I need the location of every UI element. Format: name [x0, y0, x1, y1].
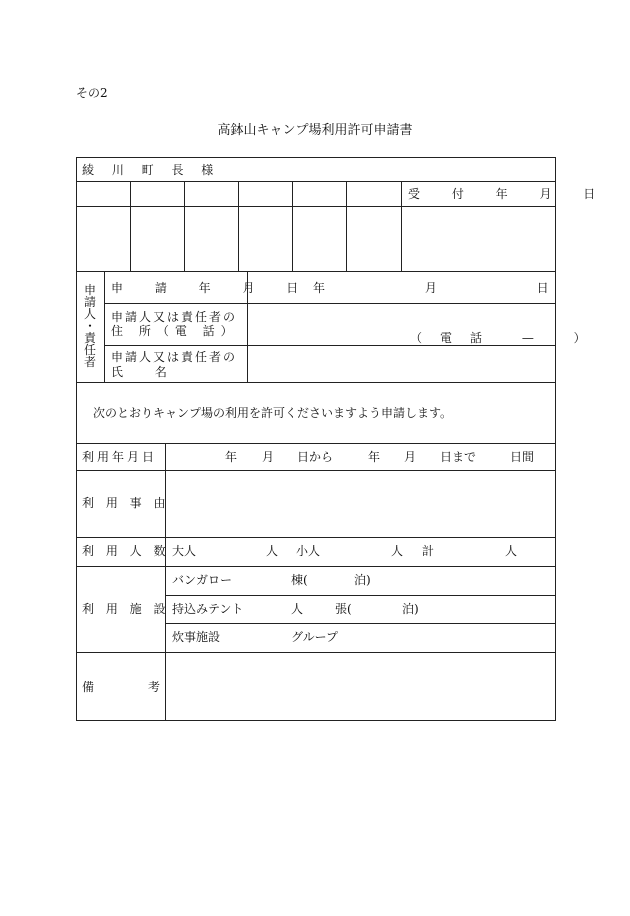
remarks-label-1: 備	[82, 680, 95, 694]
applicant-section-label: 申 請 人 ・ 責 任 者	[84, 283, 97, 369]
cooking-label: 炊事施設	[172, 630, 221, 644]
remarks-label-2: 考	[148, 680, 161, 694]
child-label: 小人	[296, 544, 321, 558]
child-unit: 人	[391, 544, 404, 558]
period-month-2: 月	[404, 450, 417, 464]
application-date-label: 申 請 年 月 日	[111, 281, 313, 295]
page-title: 高鉢山キャンプ場利用許可申請書	[217, 123, 413, 138]
period-year-1: 年	[225, 450, 238, 464]
tent-people-unit: 人	[291, 602, 304, 616]
tent-unit: 張(	[335, 602, 352, 616]
addressee: 綾 川 町 長 様	[82, 163, 221, 177]
bungalow-label: バンガロー	[172, 573, 233, 587]
application-statement: 次のとおりキャンプ場の利用を許可くださいますよう申請します。	[93, 406, 453, 420]
period-year-2: 年	[368, 450, 381, 464]
receipt-date-label: 受 付 年 月 日	[408, 187, 610, 201]
tent-nights: 泊)	[402, 602, 419, 616]
adult-unit: 人	[266, 544, 279, 558]
period-to: 日まで	[440, 450, 477, 464]
period-label: 利用年月日	[82, 450, 158, 464]
bungalow-nights: 泊)	[354, 573, 371, 587]
total-label: 計	[422, 544, 435, 558]
bungalow-unit: 棟(	[291, 573, 308, 587]
total-unit: 人	[505, 544, 518, 558]
period-days: 日間	[510, 450, 535, 464]
form-number: その2	[76, 86, 108, 100]
reason-label: 利 用 事 由	[82, 496, 170, 510]
name-label-line1: 申請人又は責任者の	[111, 350, 238, 364]
facility-label: 利 用 施 設	[82, 602, 170, 616]
tent-label: 持込みテント	[172, 602, 244, 616]
address-label-line2: 住 所（電 話）	[111, 324, 239, 338]
cooking-unit: グループ	[291, 630, 339, 644]
phone-field[interactable]: （電話 — ）	[410, 331, 604, 345]
period-from: 日から	[297, 450, 334, 464]
address-label-line1: 申請人又は責任者の	[111, 310, 238, 324]
people-label: 利 用 人 数	[82, 544, 170, 558]
period-month-1: 月	[262, 450, 275, 464]
adult-label: 大人	[172, 544, 197, 558]
name-label-line2: 氏 名	[111, 365, 181, 379]
application-date-field[interactable]: 年 月 日	[313, 281, 597, 295]
